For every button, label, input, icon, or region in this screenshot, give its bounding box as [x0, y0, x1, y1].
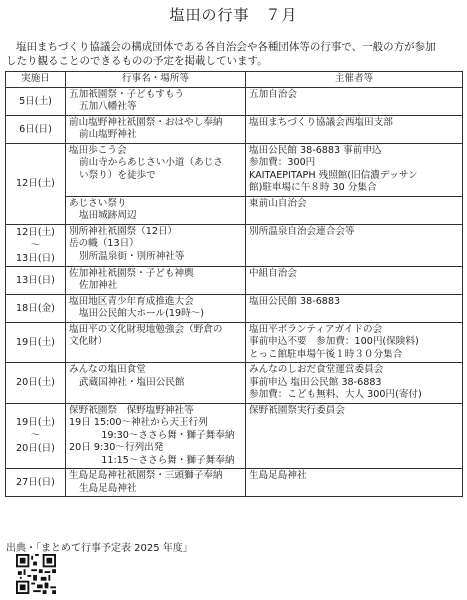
table-row [6, 143, 463, 196]
event-line: 20日 9:30～行列出発 [69, 442, 164, 453]
header-event: 行事名・場所等 [66, 72, 246, 88]
table-row [6, 196, 463, 224]
organizer-line: 参加費：300円 [249, 157, 316, 168]
table-row [6, 87, 463, 115]
organizer-line: 館)駐車場に午８時 30 分集合 [249, 182, 377, 193]
organizer-line: 事前申込不要 参加費：100円(保険料) [249, 336, 419, 347]
event-organizer [246, 403, 463, 469]
event-date [6, 294, 66, 322]
date-line: 13日(日) [16, 274, 55, 286]
organizer-line: 保野祇園祭実行委員会 [249, 404, 345, 416]
organizer-line: 参加費：こども無料、大人 300円(寄付) [249, 389, 422, 400]
event-line: い祭り）を徒歩で [79, 169, 156, 181]
event-name [66, 196, 246, 224]
event-date [6, 115, 66, 143]
event-organizer [246, 87, 463, 115]
event-organizer [246, 196, 463, 224]
event-line: 保野祇園祭 保野塩野神社等 [69, 404, 194, 416]
organizer-line: 中組自治会 [249, 267, 297, 279]
date-line: 20日(土) [16, 377, 55, 389]
table-header-row [6, 72, 463, 88]
organizer-line: とっこ館駐車場午後１時３０分集合 [249, 348, 403, 360]
header-date: 実施日 [6, 72, 66, 88]
intro-line: したり観ることのできるものの予定を掲載しています。 [6, 55, 268, 67]
event-date [6, 363, 66, 404]
event-name [66, 224, 246, 266]
event-organizer [246, 363, 463, 404]
organizer-line: 生島足島神社 [249, 470, 307, 481]
event-name [66, 115, 246, 143]
page-title: 塩田の行事 ７月 [169, 6, 298, 24]
event-organizer [246, 115, 463, 143]
intro-text [6, 40, 462, 68]
event-line: 別所神社祇園祭（12日） [69, 225, 178, 237]
organizer-line: KAITAEPITAPH 残照館(旧信濃デッサン [249, 169, 418, 181]
event-line: 佐加神社祇園祭・子ども神輿 [69, 267, 194, 279]
event-line: 文化財） [69, 336, 108, 347]
organizer-line: 塩田平ボランティアガイドの会 [249, 323, 383, 335]
event-line: 19:30～ささら舞・獅子舞奉納 [79, 429, 235, 441]
events-table [5, 71, 463, 497]
event-line: 武蔵国神社・塩田公民館 [79, 376, 185, 388]
organizer-line: 五加自治会 [249, 88, 297, 100]
event-line: 塩田城跡周辺 [79, 210, 137, 221]
event-organizer [246, 266, 463, 294]
date-line: 27日(日) [16, 477, 55, 488]
table-row [6, 266, 463, 294]
event-name [66, 143, 246, 196]
event-line: 11:15～ささら舞・獅子舞奉納 [79, 454, 235, 466]
event-line: 19日 15:00～神社から天王行列 [69, 417, 208, 428]
event-name [66, 322, 246, 363]
event-organizer [246, 224, 463, 266]
event-name [66, 403, 246, 469]
organizer-line: 塩田まちづくり協議会西塩田支部 [249, 116, 393, 128]
event-line: 生島足島神社祇園祭・三頭獅子奉納 [69, 470, 223, 481]
source-note: 出典・「まとめて行事予定表 2025 年度」 [6, 543, 193, 554]
table-row [6, 363, 463, 404]
date-line: 19日(土) [16, 417, 55, 429]
date-line: 12日(土) [16, 178, 55, 189]
event-line: 前山塩野神社 [79, 129, 137, 140]
event-line: 前山塩野神社祇園祭・おはやし奉納 [69, 116, 223, 128]
date-line: ～ [30, 239, 41, 251]
date-line: 20日(日) [16, 443, 55, 455]
event-line: 五加祇園祭・子どもすもう [69, 88, 185, 100]
date-line: 5日(土) [19, 95, 52, 107]
date-line: 19日(土) [16, 336, 55, 348]
event-name [66, 469, 246, 497]
event-date [6, 322, 66, 363]
event-line: 生島足島神社 [79, 482, 137, 494]
event-organizer [246, 469, 463, 497]
organizer-line: 塩田公民館 38-6883 事前申込 [249, 144, 382, 156]
event-organizer [246, 322, 463, 363]
date-line: ～ [30, 430, 41, 442]
event-date [6, 87, 66, 115]
table-row [6, 224, 463, 266]
event-line: 塩田地区青少年育成推進大会 [69, 295, 194, 307]
table-row [6, 469, 463, 497]
event-name [66, 363, 246, 404]
intro-line: 塩田まちづくり協議会の構成団体である各自治会や各種団体等の行事で、一般の方が参加 [16, 41, 436, 53]
date-line: 18日(金) [16, 302, 55, 314]
event-name [66, 294, 246, 322]
event-date [6, 469, 66, 497]
table-row [6, 322, 463, 363]
event-line: 佐加神社 [79, 280, 118, 291]
event-line: みんなの塩田食堂 [69, 364, 146, 375]
table-row [6, 294, 463, 322]
date-line: 13日(日) [16, 252, 55, 264]
event-date [6, 143, 66, 224]
event-line: あじさい祭り [69, 197, 127, 209]
event-line: 前山寺からあじさい小道（あじさ [79, 157, 223, 168]
organizer-line: 東前山自治会 [249, 197, 307, 209]
organizer-line: 別所温泉自治会連合会等 [249, 225, 355, 237]
event-organizer [246, 143, 463, 196]
event-name [66, 87, 246, 115]
event-date [6, 403, 66, 469]
header-organizer: 主催者等 [246, 72, 463, 88]
table-row [6, 115, 463, 143]
event-line: 塩田公民館大ホール(19時～) [79, 308, 205, 319]
event-line: 塩田平の文化財現地勉強会（野倉の [69, 323, 223, 335]
table-row [6, 403, 463, 469]
event-line: 塩田歩こう会 [69, 144, 127, 156]
event-line: 別所温泉街・別所神社等 [79, 250, 185, 262]
event-date [6, 266, 66, 294]
date-line: 6日(日) [19, 123, 52, 135]
organizer-line: みんなのしおだ食堂運営委員会 [249, 364, 384, 375]
event-line: 岳の幟（13日） [69, 238, 139, 249]
qr-code[interactable] [16, 554, 56, 594]
event-date [6, 224, 66, 266]
event-line: 五加八幡社等 [79, 101, 137, 112]
event-organizer [246, 294, 463, 322]
organizer-line: 事前申込 塩田公民館 38-6883 [249, 376, 382, 388]
organizer-line: 塩田公民館 38-6883 [249, 295, 341, 307]
event-name [66, 266, 246, 294]
date-line: 12日(土) [16, 226, 55, 238]
